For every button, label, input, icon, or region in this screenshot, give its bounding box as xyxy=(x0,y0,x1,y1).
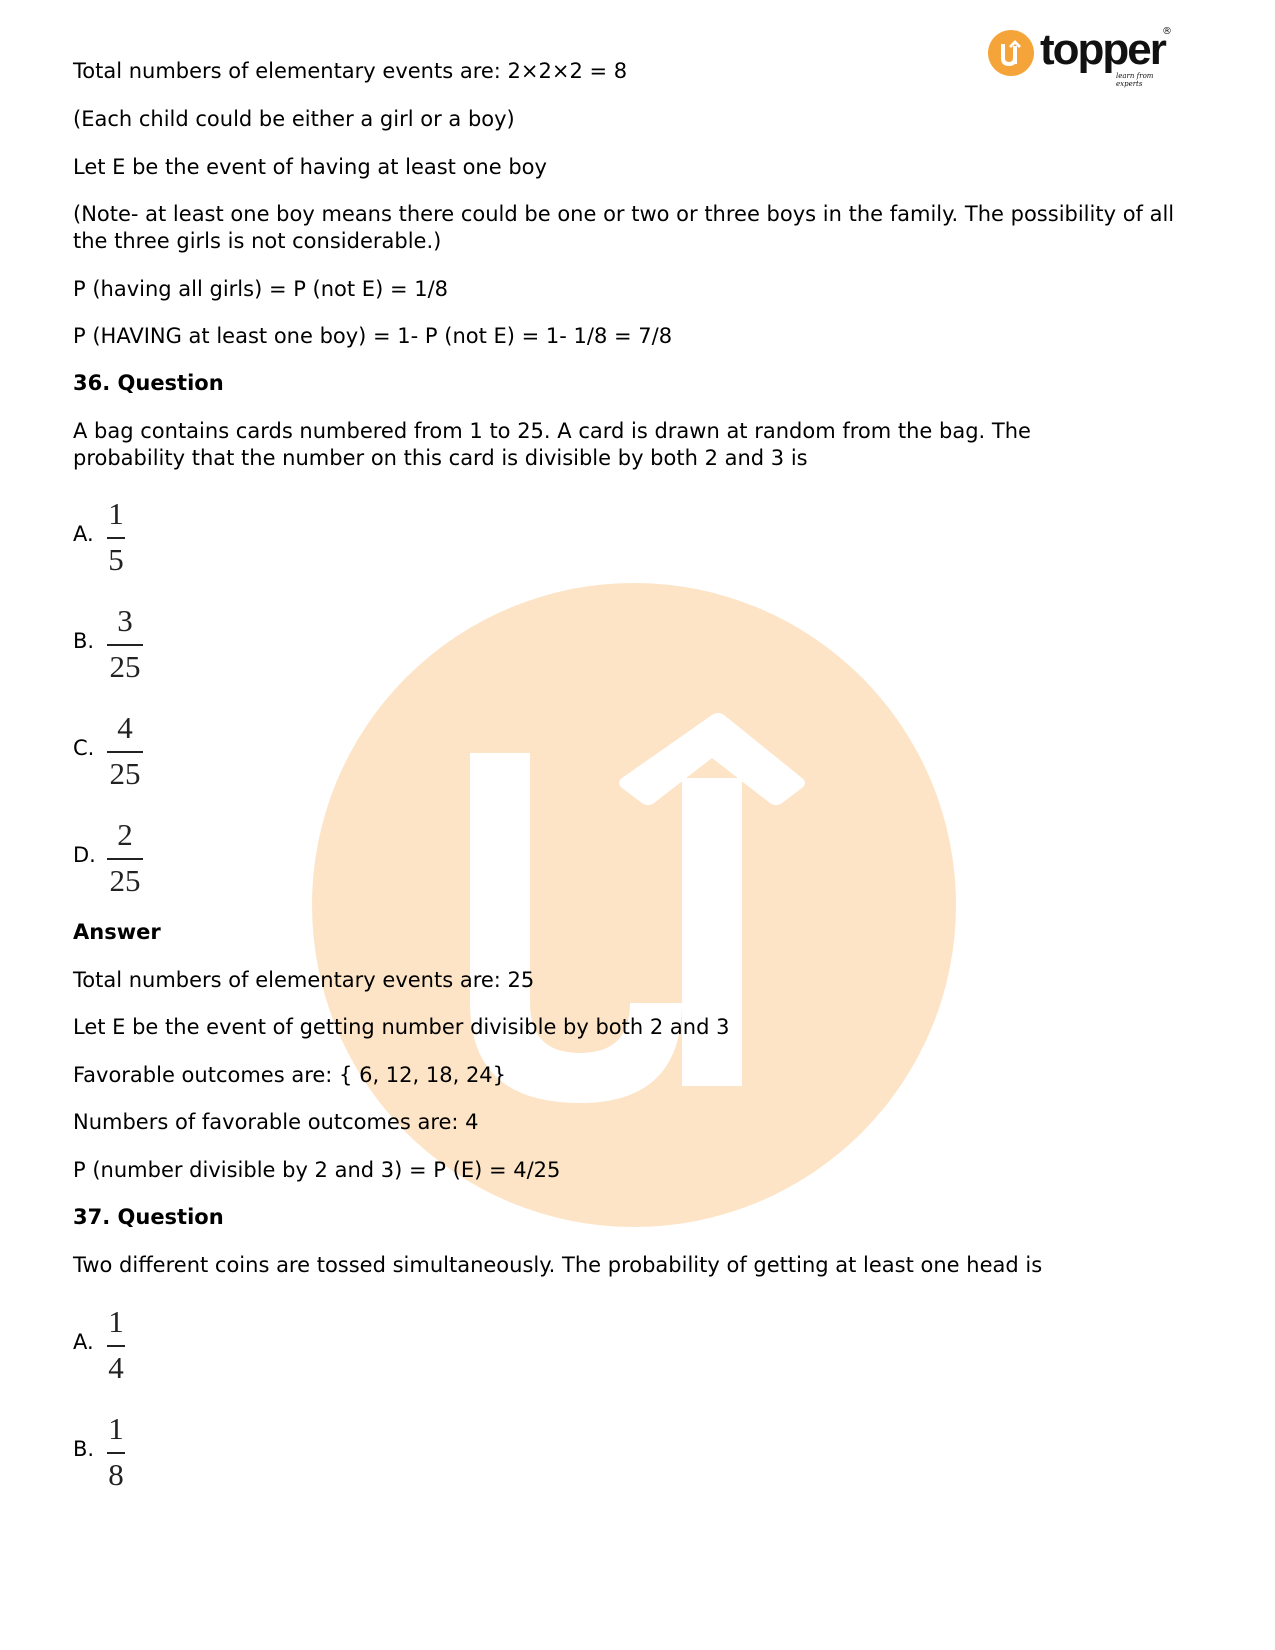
denominator: 25 xyxy=(109,756,141,791)
prev-answer-line: Let E be the event of having at least one boy xyxy=(73,155,547,179)
fraction xyxy=(107,818,143,898)
option-label: D. xyxy=(73,843,96,867)
prev-answer-line: Total numbers of elementary events are: 2×2×2 = 8 xyxy=(73,59,628,83)
fraction xyxy=(107,1305,125,1385)
registered-mark: ® xyxy=(1162,26,1172,37)
answer-line: P (number divisible by 2 and 3) = P (E) = 4/25 xyxy=(73,1158,561,1182)
option-label: A. xyxy=(73,522,94,546)
denominator: 8 xyxy=(108,1457,124,1492)
numerator: 1 xyxy=(108,1304,124,1339)
question-heading: 36. Question xyxy=(73,371,224,395)
answer-heading: Answer xyxy=(73,920,161,944)
answer-line: Total numbers of elementary events are: 25 xyxy=(73,968,535,992)
prev-answer-note: (Note- at least one boy means there could be one or two or three boys in the family. The possibility of all the three girls is not considerable.) xyxy=(73,202,1175,253)
prev-answer-line: P (having all girls) = P (not E) = 1/8 xyxy=(73,277,449,301)
prev-answer-line: P (HAVING at least one boy) = 1- P (not E) = 1- 1/8 = 7/8 xyxy=(73,324,673,348)
numerator: 1 xyxy=(108,496,124,531)
topper-logo-icon xyxy=(988,30,1034,76)
denominator: 4 xyxy=(108,1350,124,1385)
denominator: 25 xyxy=(109,863,141,898)
question-text: Two different coins are tossed simultaneously. The probability of getting at least one head is xyxy=(73,1253,1043,1277)
fraction-bar xyxy=(107,751,143,753)
topper-logo xyxy=(988,24,1178,90)
fraction-bar xyxy=(107,858,143,860)
numerator: 1 xyxy=(108,1411,124,1446)
fraction-bar xyxy=(107,1452,125,1454)
denominator: 5 xyxy=(108,542,124,577)
numerator: 3 xyxy=(117,603,133,638)
option-label: B. xyxy=(73,629,95,653)
numerator: 4 xyxy=(117,710,133,745)
logo-brand-text: topper xyxy=(1040,25,1165,74)
denominator: 25 xyxy=(109,649,141,684)
fraction-bar xyxy=(107,644,143,646)
fraction xyxy=(107,604,143,684)
answer-line: Favorable outcomes are: { 6, 12, 18, 24} xyxy=(73,1063,507,1087)
fraction xyxy=(107,711,143,791)
answer-line: Let E be the event of getting number divisible by both 2 and 3 xyxy=(73,1015,730,1039)
option-label: A. xyxy=(73,1330,94,1354)
question-heading: 37. Question xyxy=(73,1205,224,1229)
question-text: A bag contains cards numbered from 1 to 25. A card is drawn at random from the bag. The probability that the number on this card is divisible by both 2 and 3 is xyxy=(73,419,1031,470)
option-label: C. xyxy=(73,736,95,760)
logo-tagline: learn from experts xyxy=(1116,72,1154,88)
fraction xyxy=(107,1412,125,1492)
fraction-bar xyxy=(107,537,125,539)
fraction xyxy=(107,497,125,577)
answer-line: Numbers of favorable outcomes are: 4 xyxy=(73,1110,479,1134)
fraction-bar xyxy=(107,1345,125,1347)
prev-answer-line: (Each child could be either a girl or a boy) xyxy=(73,107,515,131)
numerator: 2 xyxy=(117,817,133,852)
option-label: B. xyxy=(73,1437,95,1461)
